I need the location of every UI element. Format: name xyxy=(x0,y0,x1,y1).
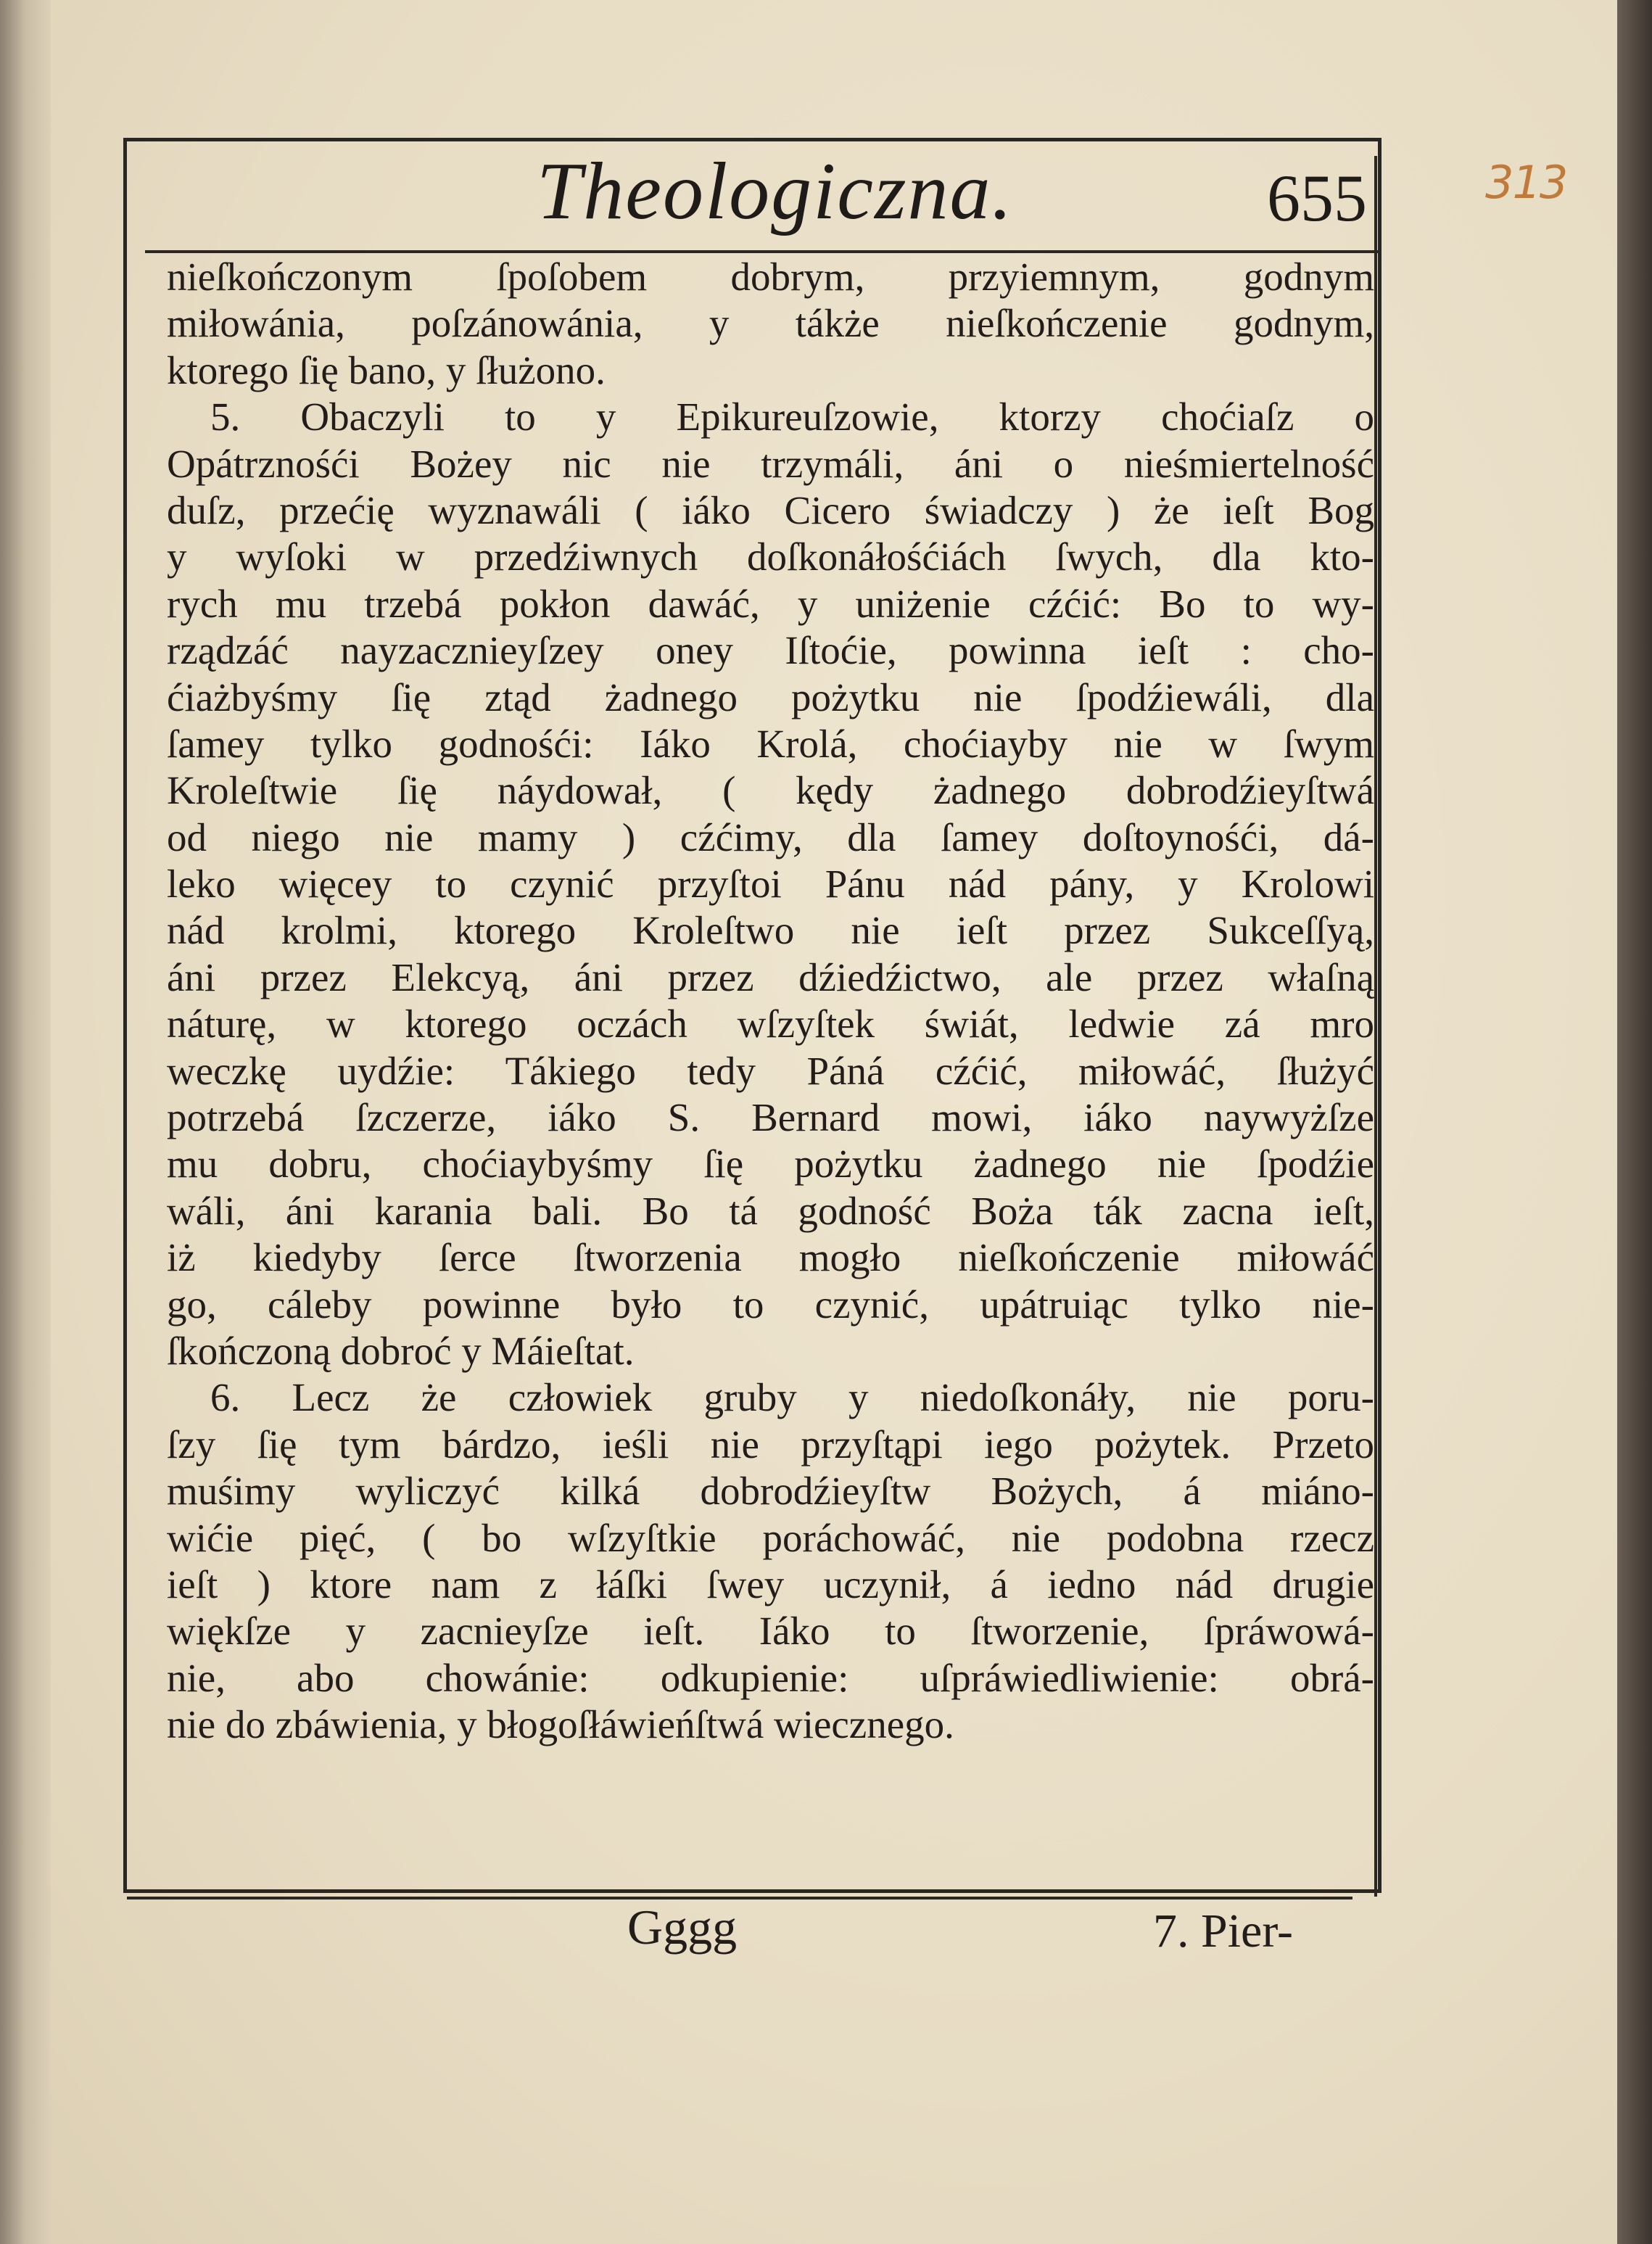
footer-rule xyxy=(127,1897,1352,1899)
text-line: muśimy wyliczyć kilká dobrodźieyſtw Bożych, á miáno- xyxy=(167,1469,1374,1514)
catchword: 7. Pier- xyxy=(1153,1905,1293,1958)
text-line: ktorego ſię bano, y ſłużono. xyxy=(167,347,606,392)
text-line: rych mu trzebá pokłon dawáć, y uniżenie cźćić: Bo to wy- xyxy=(167,581,1374,626)
text-line: nie do zbáwienia, y błogoſłáwieńſtwá wiecznego. xyxy=(167,1702,954,1747)
text-line: wićie pięć, ( bo wſzyſtkie poráchowáć, nie podobna rzecz xyxy=(167,1515,1374,1560)
text-line: więkſze y zacnieyſze ieſt. Iáko to ſtworzenie, ſpráwowá- xyxy=(167,1609,1374,1654)
text-line: weczkę uydźie: Tákiego tedy Páná cźćić, miłowáć, ſłużyć xyxy=(167,1048,1374,1093)
text-line: áni przez Elekcyą, áni przez dźiedźictwo, ale przez właſną xyxy=(167,954,1374,999)
text-line: wáli, áni karania bali. Bo tá godność Boża ták zacna ieſt, xyxy=(167,1188,1374,1233)
text-line: od niego nie mamy ) cźćimy, dla ſamey doſtoynośći, dá- xyxy=(167,814,1374,859)
text-line: ſzy ſię tym bárdzo, ieśli nie przyſtąpi iego pożytek. Przeto xyxy=(167,1422,1374,1467)
left-page-edge xyxy=(0,0,51,2244)
text-line: miłowánia, poſzánowánia, y tákże nieſkończenie godnym, xyxy=(167,301,1374,346)
page-header xyxy=(145,145,1378,261)
page-number: 655 xyxy=(1267,161,1367,235)
text-line: ieſt ) ktore nam z łáſki ſwey uczynił, á iedno nád drugie xyxy=(167,1562,1374,1606)
text-line: y wyſoki w przedźiwnych doſkonáłośćiách ſwych, dla kto- xyxy=(167,535,1374,579)
header-rule xyxy=(145,250,1378,253)
text-line: 6. Lecz że człowiek gruby y niedoſkonáły, nie poru- xyxy=(210,1375,1374,1420)
text-line: rządzáć nayzacznieyſzey oney Iſtoćie, powinna ieſt : cho- xyxy=(167,628,1374,673)
text-line: nie, abo chowánie: odkupienie: uſpráwiedliwienie: obrá- xyxy=(167,1655,1374,1700)
text-line: ćiażbyśmy ſię ztąd żadnego pożytku nie ſpodźiewáli, dla xyxy=(167,675,1374,719)
text-line: leko więcey to czynić przyſtoi Pánu nád pány, y Krolowi xyxy=(167,862,1374,907)
signature-mark: Gggg xyxy=(627,1899,738,1955)
text-line: potrzebá ſzczerze, iáko S. Bernard mowi, iáko naywyżſze xyxy=(167,1095,1374,1140)
book-cover-edge xyxy=(1617,0,1652,2244)
text-line: mu dobru, choćiaybyśmy ſię pożytku żadnego nie ſpodźie xyxy=(167,1142,1374,1187)
text-line: Opátrznośći Bożey nic nie trzymáli, áni o nieśmiertelność xyxy=(167,441,1374,486)
text-line: nieſkończonym ſpoſobem dobrym, przyiemnym, godnym xyxy=(167,255,1374,299)
text-line: Kroleſtwie ſię náydował, ( kędy żadnego dobrodźieyſtwá xyxy=(167,768,1374,813)
text-line: 5. Obaczyli to y Epikureuſzowie, ktorzy choćiaſz o xyxy=(210,395,1374,440)
text-line: ſkończoną dobroć y Máieſtat. xyxy=(167,1328,635,1373)
handwritten-folio-number: 313 xyxy=(1485,156,1567,209)
body-text xyxy=(167,254,1374,1749)
text-line: náturę, w ktorego oczách wſzyſtek świát, ledwie zá mro xyxy=(167,1002,1374,1047)
text-line: go, cáleby powinne było to czynić, upátruiąc tylko nie- xyxy=(167,1282,1374,1327)
frame-inner-rule xyxy=(1374,156,1377,1897)
text-line: iż kiedyby ſerce ſtworzenia mogło nieſkończenie miłowáć xyxy=(167,1235,1374,1280)
running-title: Theologiczna. xyxy=(537,147,1014,236)
text-line: duſz, przećię wyznawáli ( iáko Cicero świadczy ) że ieſt Bog xyxy=(167,487,1374,532)
text-line: ſamey tylko godnośći: Iáko Krolá, choćiayby nie w ſwym xyxy=(167,721,1374,766)
text-line: nád krolmi, ktorego Kroleſtwo nie ieſt przez Sukceſſyą, xyxy=(167,908,1374,953)
